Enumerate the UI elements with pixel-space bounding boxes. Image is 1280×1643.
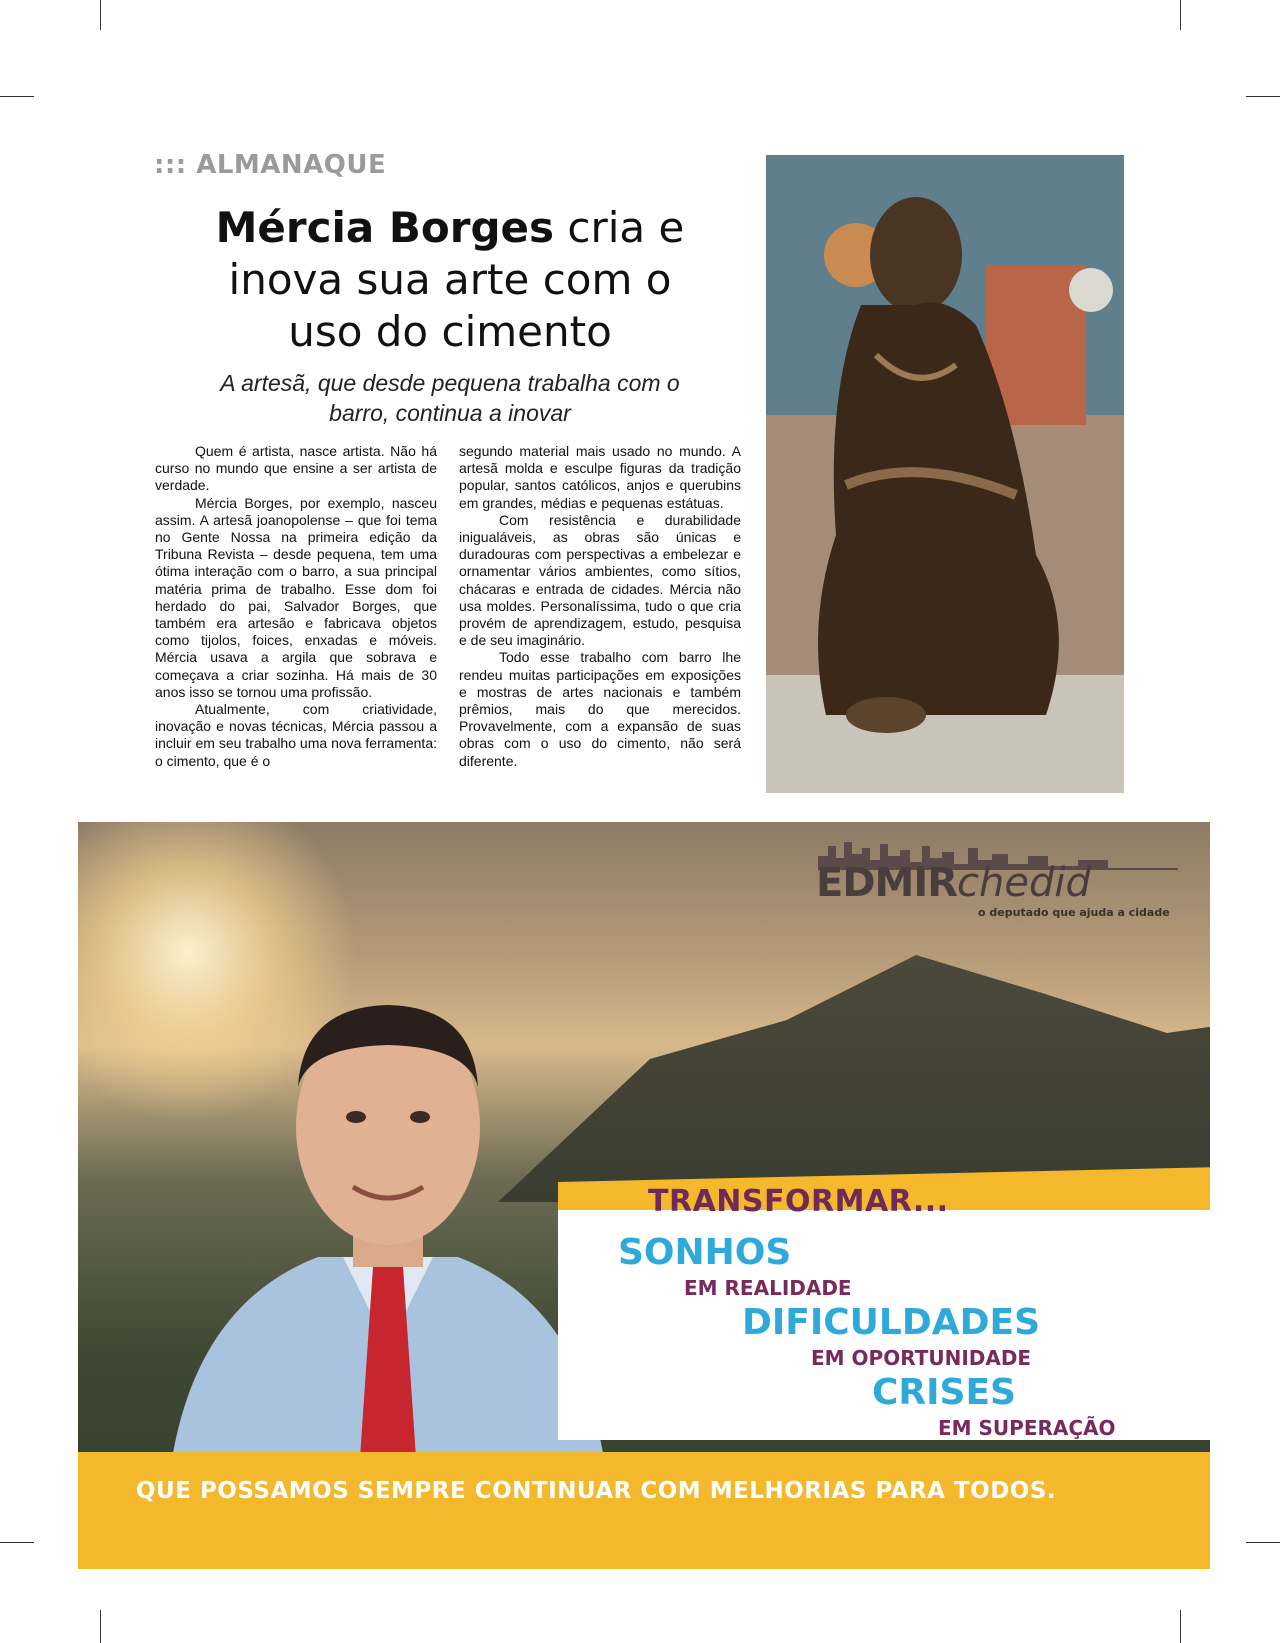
paragraph: Quem é artista, nasce artista. Não há curso no mundo que ensine a ser artista de verdade. [155,443,437,494]
subhead-line-1: A artesã, que desde pequena trabalha com o [220,370,680,396]
crop-mark [100,1610,101,1643]
slogan-band [78,1452,1210,1569]
article-subhead [150,368,750,428]
word-dificuldades: DIFICULDADES [742,1302,1041,1343]
body-column-1 [155,443,437,770]
word-em-realidade: EM REALIDADE [684,1276,852,1300]
ad-slogan: QUE POSSAMOS SEMPRE CONTINUAR COM MELHORIAS PARA TODOS. [136,1478,1057,1504]
crop-mark [100,0,101,30]
body-column-2 [459,443,741,770]
paragraph: Com resistência e durabilidade inigualáveis, as obras são únicas e duradouras com perspectivas a embelezar e ornamentar vários ambientes, como sítios, chácaras e entrada de cidades. Mércia não usa moldes. Personalíssima, tudo o que cria provém de aprendizagem, estudo, pesquisa e de seu imaginário. [459,511,741,649]
crop-mark [1246,1542,1280,1543]
sculpture-photo [766,155,1124,793]
brand-logo: EDMIRchedid [816,860,1091,906]
paragraph: Todo esse trabalho com barro lhe rendeu muitas participações em exposições e mostras de artes nacionais e também prêmios, mais do que merecidos. Provavelmente, com a expansão de suas obras com o uso do cimento, não será diferente. [459,649,741,769]
paragraph: Atualmente, com criatividade, inovação e novas técnicas, Mércia passou a incluir em seu trabalho uma nova ferramenta: o cimento, que é o [155,701,437,769]
headline-text-3: uso do cimento [288,307,612,356]
crop-mark [1180,0,1181,30]
section-tag: ::: ALMANAQUE [154,150,387,180]
headline-text-1: cria e [554,203,685,252]
headline-name: Mércia Borges [215,203,555,252]
crop-mark [0,1542,34,1543]
sculpture-illustration [766,155,1124,793]
word-em-superacao: EM SUPERAÇÃO [938,1416,1116,1440]
word-crises: CRISES [872,1372,1016,1413]
article-headline [150,202,750,358]
campaign-ad [78,822,1210,1569]
headline-transformar: TRANSFORMAR... [648,1184,949,1219]
subhead-line-2: barro, continua a inovar [329,400,571,426]
paragraph: Mércia Borges, por exemplo, nasceu assim. A artesã joanopolense – que foi tema no Gente Nossa na primeira edição da Tribuna Revista – desde pequena, tem uma ótima interação com o barro, a sua principal matéria prima de trabalho. Esse dom foi herdado do pai, Salvador Borges, que também era artesão e fabricava objetos como tijolos, foices, enxadas e móveis. Mércia usava a argila que sobrava e começava a criar sozinha. Há mais de 30 anos isso se tornou uma profissão. [155,494,437,700]
crop-mark [0,96,34,97]
headline-text-2: inova sua arte com o [228,255,672,304]
brand-tagline: o deputado que ajuda a cidade [978,906,1170,919]
word-em-oportunidade: EM OPORTUNIDADE [811,1346,1032,1370]
crop-mark [1246,96,1280,97]
word-sonhos: SONHOS [618,1232,792,1273]
paragraph: segundo material mais usado no mundo. A artesã molda e esculpe figuras da tradição popular, santos católicos, anjos e querubins em grandes, médias e pequenas estátuas. [459,443,741,511]
crop-mark [1180,1610,1181,1643]
